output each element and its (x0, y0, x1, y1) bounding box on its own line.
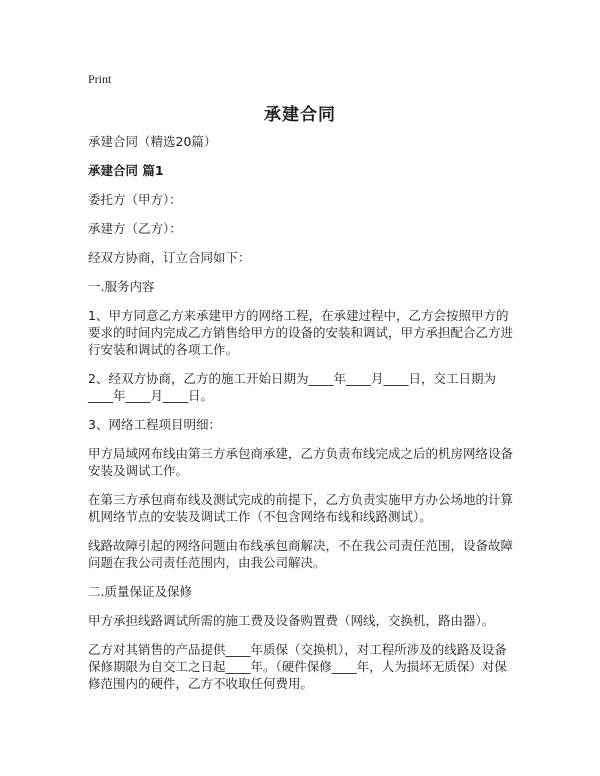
section-heading: 承建合同 篇1 (88, 163, 164, 178)
clause-3: 3、网络工程项目明细： (88, 417, 221, 432)
document-body (88, 133, 518, 704)
paragraph-agreement: 经双方协商，订立合同如下： (88, 250, 251, 265)
document-subtitle: 承建合同（精选20篇） (88, 134, 217, 149)
paragraph-cabling: 甲方局域网布线由第三方承包商承建，乙方负责布线完成之后的机房网络设备安装及调试工作。 (88, 446, 514, 478)
heading-warranty: 二.质量保证及保修 (88, 584, 192, 599)
paragraph-costs: 甲方承担线路调试所需的施工费及设备购置费（网线，交换机，路由器）。 (88, 613, 495, 628)
paragraph-contractor: 承建方（乙方）： (88, 221, 182, 236)
print-label: Print (88, 72, 112, 86)
document-title: 承建合同 (264, 105, 336, 125)
clause-2: 2、经双方协商，乙方的施工开始日期为____年____月____日，交工日期为____年____月____日。 (88, 371, 496, 403)
clause-1: 1、甲方同意乙方来承建甲方的网络工程，在承建过程中，乙方会按照甲方的要求的时间内完成乙方销售给甲方的设备的安装和调试，甲方承担配合乙方进行安装和调试的各项工作。 (88, 308, 514, 357)
paragraph-node-install: 在第三方承包商布线及测试完成的前提下，乙方负责实施甲方办公场地的计算机网络节点的安装及调试工作（不包含网络布线和线路测试）。 (88, 492, 514, 524)
paragraph-fault: 线路故障引起的网络问题由布线承包商解决，不在我公司责任范围，设备故障问题在我公司责任范围内，由我公司解决。 (88, 538, 514, 570)
heading-service-content: 一.服务内容 (88, 279, 155, 294)
paragraph-warranty-terms: 乙方对其销售的产品提供____年质保（交换机），对工程所涉及的线路及设备保修期限为自交工之日起____年。（硬件保修____年，人为损坏无质保）对保修范围内的硬件，乙方不收取任何费用。 (88, 642, 507, 691)
paragraph-client: 委托方（甲方）： (88, 192, 182, 207)
